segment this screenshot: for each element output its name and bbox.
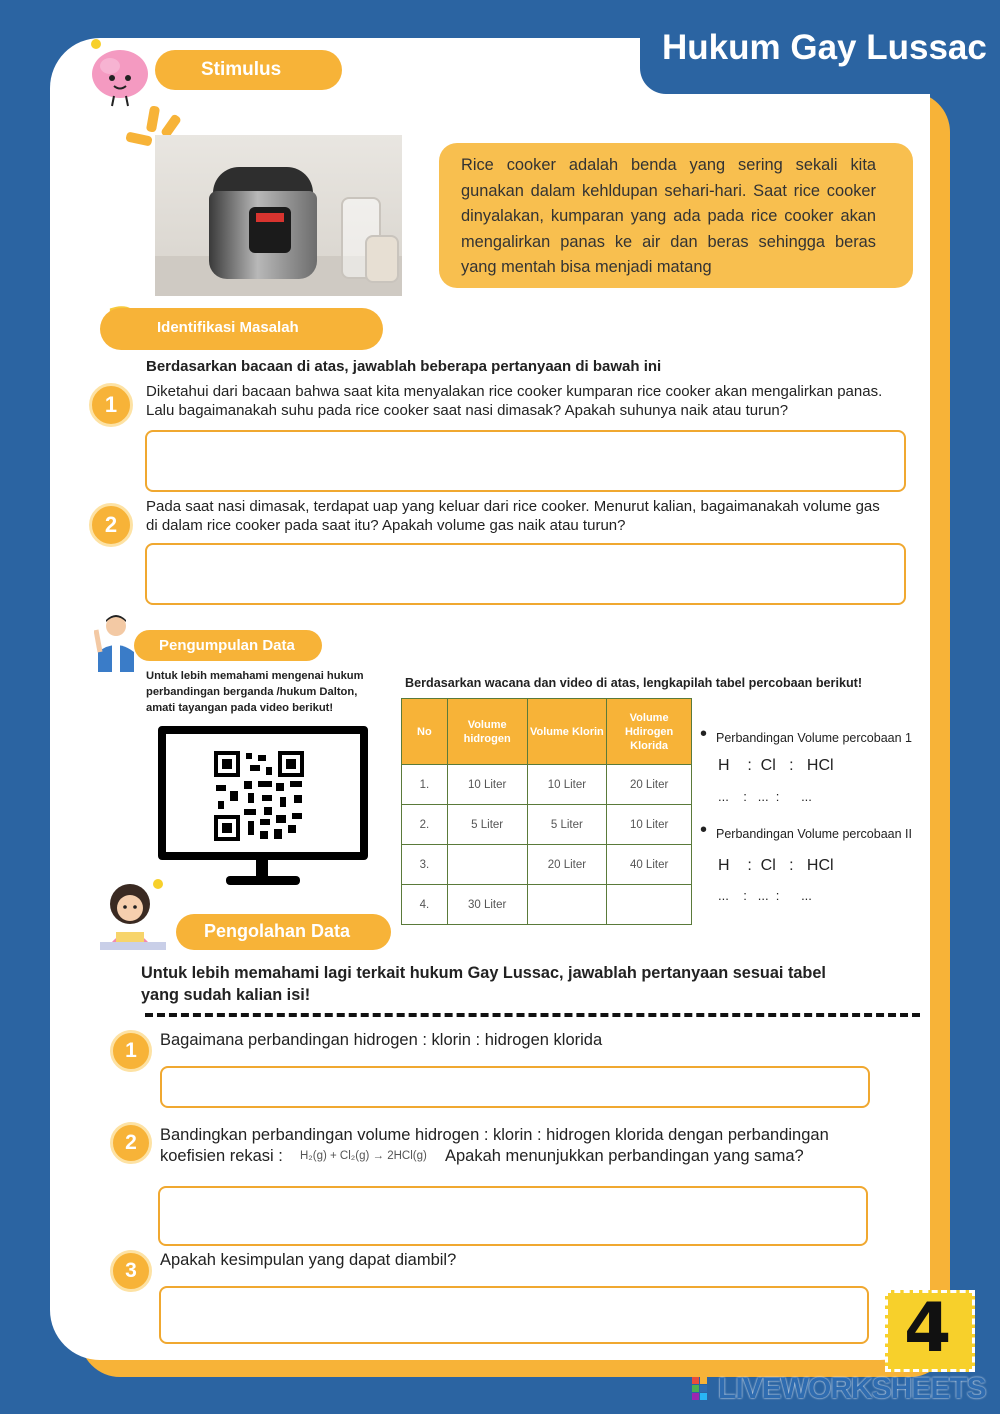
cell-no: 2. [402, 805, 448, 845]
pengolahan-question-2-line2a: koefisien rekasi : [160, 1147, 283, 1165]
answer-field-1[interactable] [145, 430, 906, 492]
pengolahan-question-2-line2b: Apakah menunjukkan perbandingan yang sama? [445, 1147, 804, 1165]
pengumpulan-intro-line3: amati tayangan pada video berikut! [146, 702, 334, 714]
table-row [402, 845, 692, 885]
cell-hcl: 20 Liter [607, 765, 692, 805]
question-1-line1: Diketahui dari bacaan bahwa saat kita menyalakan rice cooker kumparan rice cooker akan mengalirkan panas. [146, 383, 883, 400]
table-instruction: Berdasarkan wacana dan video di atas, lengkapilah tabel percobaan berikut! [405, 676, 863, 690]
stimulus-text: Rice cooker adalah benda yang sering sekali kita gunakan dalam kehldupan sehari-hari. Saat rice cooker dinyalakan, kumparan yang ada pada rice cooker akan mengalirkan panas ke air dan beras sehingga beras yang mentah bisa menjadi matang [461, 156, 876, 276]
cell-no: 1. [402, 765, 448, 805]
pengolahan-question-3: Apakah kesimpulan yang dapat diambil? [160, 1251, 457, 1269]
page-number-badge [885, 1290, 975, 1372]
ratio-2-blanks[interactable]: ... : ... : ... [718, 888, 812, 903]
ratio-1-blanks[interactable]: ... : ... : ... [718, 789, 812, 804]
question-number-2: 2 [89, 503, 133, 547]
table-row [402, 885, 692, 925]
cell-hcl-input[interactable] [607, 885, 692, 925]
bullet-icon: • [700, 723, 708, 745]
cell-hidrogen-input[interactable] [447, 845, 527, 885]
question-2-line2: di dalam rice cooker pada saat itu? Apakah volume gas naik atau turun? [146, 517, 626, 534]
stimulus-text-box [439, 143, 913, 288]
pengolahan-number-1: 1 [110, 1030, 152, 1072]
monitor-base [226, 876, 300, 885]
header-no: No [402, 699, 448, 765]
liveworksheets-logo-icon [692, 1377, 716, 1401]
pengolahan-number-2: 2 [110, 1122, 152, 1164]
cell-klorin: 20 Liter [527, 845, 607, 885]
experiment-table [401, 698, 692, 925]
rice-cooker-photo [155, 135, 402, 296]
cell-klorin-input[interactable] [527, 885, 607, 925]
student-avatar-icon [98, 876, 170, 952]
pengolahan-question-1: Bagaimana perbandingan hidrogen : klorin : hidrogen klorida [160, 1031, 603, 1049]
header-volume-klorin: Volume Klorin [527, 699, 607, 765]
pengolahan-intro-line2: yang sudah kalian isi! [141, 986, 311, 1004]
pengolahan-answer-2[interactable] [158, 1186, 868, 1246]
question-1-line2: Lalu bagaimanakah suhu pada rice cooker saat nasi dimasak? Apakah suhunya naik atau turun? [146, 402, 789, 419]
cell-no: 4. [402, 885, 448, 925]
question-2-line1: Pada saat nasi dimasak, terdapat uap yang keluar dari rice cooker. Menurut kalian, bagaimanakah volume gas [146, 498, 880, 515]
identifikasi-label: Identifikasi Masalah [100, 308, 383, 350]
pengolahan-question-2-line1: Bandingkan perbandingan volume hidrogen : klorin : hidrogen klorida dengan perbandingan [160, 1126, 829, 1144]
cell-no: 3. [402, 845, 448, 885]
cell-klorin: 5 Liter [527, 805, 607, 845]
teacher-avatar-icon [94, 612, 138, 672]
header-volume-hidrogen-klorida: Volume Hdirogen Klorida [607, 699, 692, 765]
bullet-icon: • [700, 819, 708, 841]
pengolahan-answer-1[interactable] [160, 1066, 870, 1108]
pengolahan-intro-line1: Untuk lebih memahami lagi terkait hukum Gay Lussac, jawablah pertanyaan sesuai tabel [141, 964, 826, 982]
ratio-1-formula: H : Cl : HCl [718, 757, 834, 774]
cell-hidrogen: 30 Liter [447, 885, 527, 925]
cell-hidrogen: 5 Liter [447, 805, 527, 845]
table-row [402, 765, 692, 805]
ratio-2-title: Perbandingan Volume percobaan II [716, 827, 912, 841]
pengumpulan-intro-line2: perbandingan berganda /hukum Dalton, [146, 686, 358, 698]
ratio-2-formula: H : Cl : HCl [718, 857, 834, 874]
reaction-equation: H₂(g) + Cl₂(g) → 2HCl(g) [300, 1150, 427, 1162]
question-number-1: 1 [89, 383, 133, 427]
pengumpulan-intro-line1: Untuk lebih memahami mengenai hukum [146, 670, 364, 682]
stimulus-label: Stimulus [155, 50, 342, 90]
cell-hidrogen: 10 Liter [447, 765, 527, 805]
pengolahan-label: Pengolahan Data [176, 914, 391, 950]
pengolahan-number-3: 3 [110, 1250, 152, 1292]
pengolahan-answer-3[interactable] [159, 1286, 869, 1344]
title-tab [640, 0, 1000, 94]
cell-hcl: 10 Liter [607, 805, 692, 845]
identifikasi-intro: Berdasarkan bacaan di atas, jawablah beberapa pertanyaan di bawah ini [146, 358, 662, 375]
page-title: Hukum Gay Lussac [662, 28, 987, 67]
cell-klorin: 10 Liter [527, 765, 607, 805]
page-number: 4 [904, 1289, 952, 1368]
monitor-stand [256, 858, 268, 878]
qr-code-icon[interactable] [214, 751, 304, 841]
pengumpulan-label: Pengumpulan Data [134, 630, 322, 661]
divider [145, 1013, 920, 1017]
header-volume-hidrogen: Volume hidrogen [447, 699, 527, 765]
cell-hcl: 40 Liter [607, 845, 692, 885]
answer-field-2[interactable] [145, 543, 906, 605]
ratio-1-title: Perbandingan Volume percobaan 1 [716, 731, 912, 745]
table-row [402, 805, 692, 845]
brain-mascot-icon [84, 36, 154, 108]
